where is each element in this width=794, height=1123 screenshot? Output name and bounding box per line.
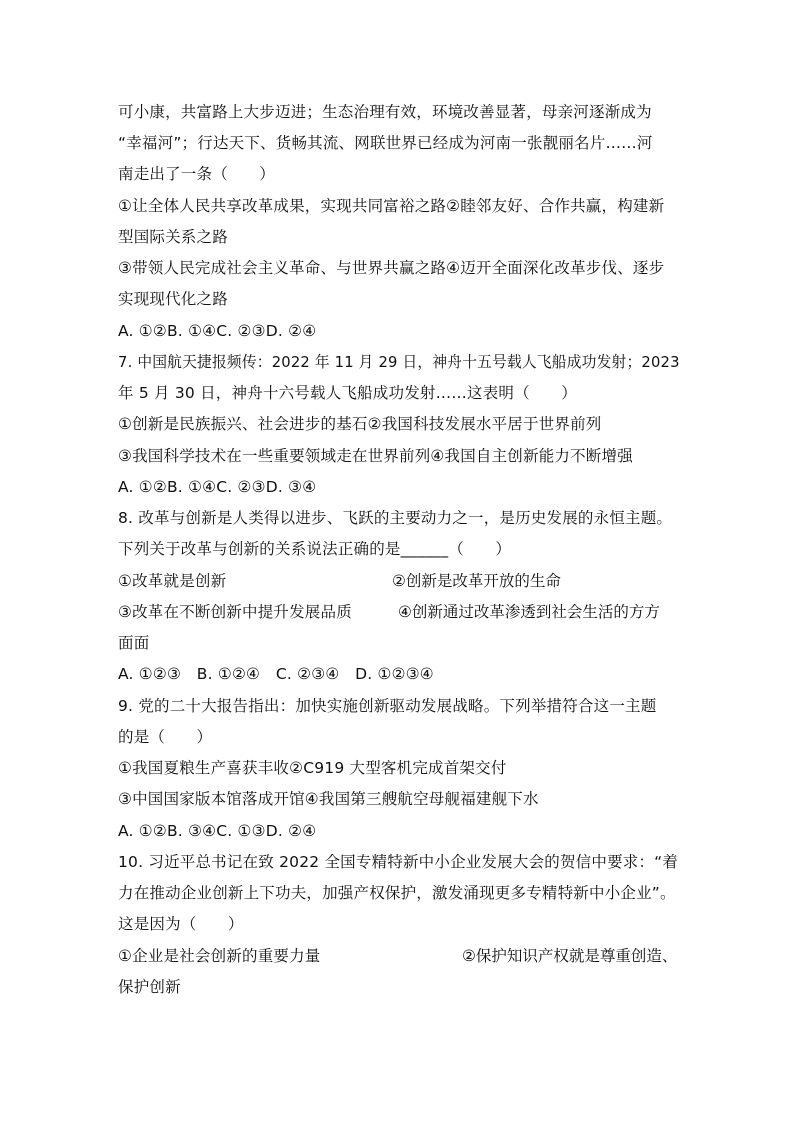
q9-option-1-2: ①我国夏粮生产喜获丰收②C919 大型客机完成首架交付 — [118, 759, 507, 777]
q8-answer-choices: A. ①②③ B. ①②④ C. ②③④ D. ①②③④ — [118, 665, 434, 683]
q9-stem-line-2: 的是（ ） — [118, 728, 213, 746]
q6-option-1-2-line-1: ①让全体人民共享改革成果，实现共同富裕之路②睦邻友好、合作共赢，构建新 — [118, 197, 665, 215]
q10-stem-line-1: 10. 习近平总书记在致 2022 全国专精特新中小企业发展大会的贺信中要求：“着 — [118, 853, 679, 871]
q10-option-2-line-1: ②保护知识产权就是尊重创造、 — [462, 947, 678, 965]
q6-option-1-2-line-2: 型国际关系之路 — [118, 228, 228, 246]
q6-stem-line-3: 南走出了一条（ ） — [118, 165, 276, 183]
q6-option-3-4-line-1: ③带领人民完成社会主义革命、与世界共赢之路④迈开全面深化改革步伐、逐步 — [118, 259, 665, 277]
q8-option-4-line-2: 面面 — [118, 634, 150, 652]
q8-option-1: ①改革就是创新 — [118, 572, 227, 590]
q7-stem-line-2: 年 5 月 30 日，神舟十六号载人飞船成功发射……这表明（ ） — [118, 384, 577, 402]
q8-option-2: ②创新是改革开放的生命 — [392, 572, 561, 590]
q7-answer-choices: A. ①②B. ①④C. ②③D. ③④ — [118, 478, 317, 496]
q10-stem-line-3: 这是因为（ ） — [118, 915, 244, 933]
q7-stem-line-1: 7. 中国航天捷报频传：2022 年 11 月 29 日，神舟十五号载人飞船成功发射；2023 — [118, 353, 680, 371]
q6-stem-line-1: 可小康，共富路上大步迈进；生态治理有效，环境改善显著，母亲河逐渐成为 — [118, 103, 652, 121]
q8-option-4-line-1: ④创新通过改革渗透到社会生活的方方 — [398, 603, 660, 621]
q9-answer-choices: A. ①②B. ③④C. ①③D. ②④ — [118, 822, 317, 840]
q8-option-3: ③改革在不断创新中提升发展品质 — [118, 603, 352, 621]
q10-stem-line-2: 力在推动企业创新上下功夫，加强产权保护，激发涌现更多专精特新中小企业”。 — [118, 884, 676, 902]
q6-answer-choices: A. ①②B. ①④C. ②③D. ②④ — [118, 322, 317, 340]
q9-stem-line-1: 9. 党的二十大报告指出：加快实施创新驱动发展战略。下列举措符合这一主题 — [118, 697, 657, 715]
q10-option-2-line-2: 保护创新 — [118, 978, 181, 996]
q7-option-3-4: ③我国科学技术在一些重要领域走在世界前列④我国自主创新能力不断增强 — [118, 447, 633, 465]
q7-option-1-2: ①创新是民族振兴、社会进步的基石②我国科技发展水平居于世界前列 — [118, 415, 602, 433]
q8-stem-line-1: 8. 改革与创新是人类得以进步、飞跃的主要动力之一，是历史发展的永恒主题。 — [118, 509, 673, 527]
q10-option-1: ①企业是社会创新的重要力量 — [118, 947, 321, 965]
q6-option-3-4-line-2: 实现现代化之路 — [118, 290, 228, 308]
q6-stem-line-2: “幸福河”；行达天下、货畅其流、网联世界已经成为河南一张靓丽名片……河 — [118, 134, 653, 152]
q8-stem-line-2: 下列关于改革与创新的关系说法正确的是______（ ） — [118, 540, 512, 558]
q9-option-3-4: ③中国国家版本馆落成开馆④我国第三艘航空母舰福建舰下水 — [118, 790, 539, 808]
